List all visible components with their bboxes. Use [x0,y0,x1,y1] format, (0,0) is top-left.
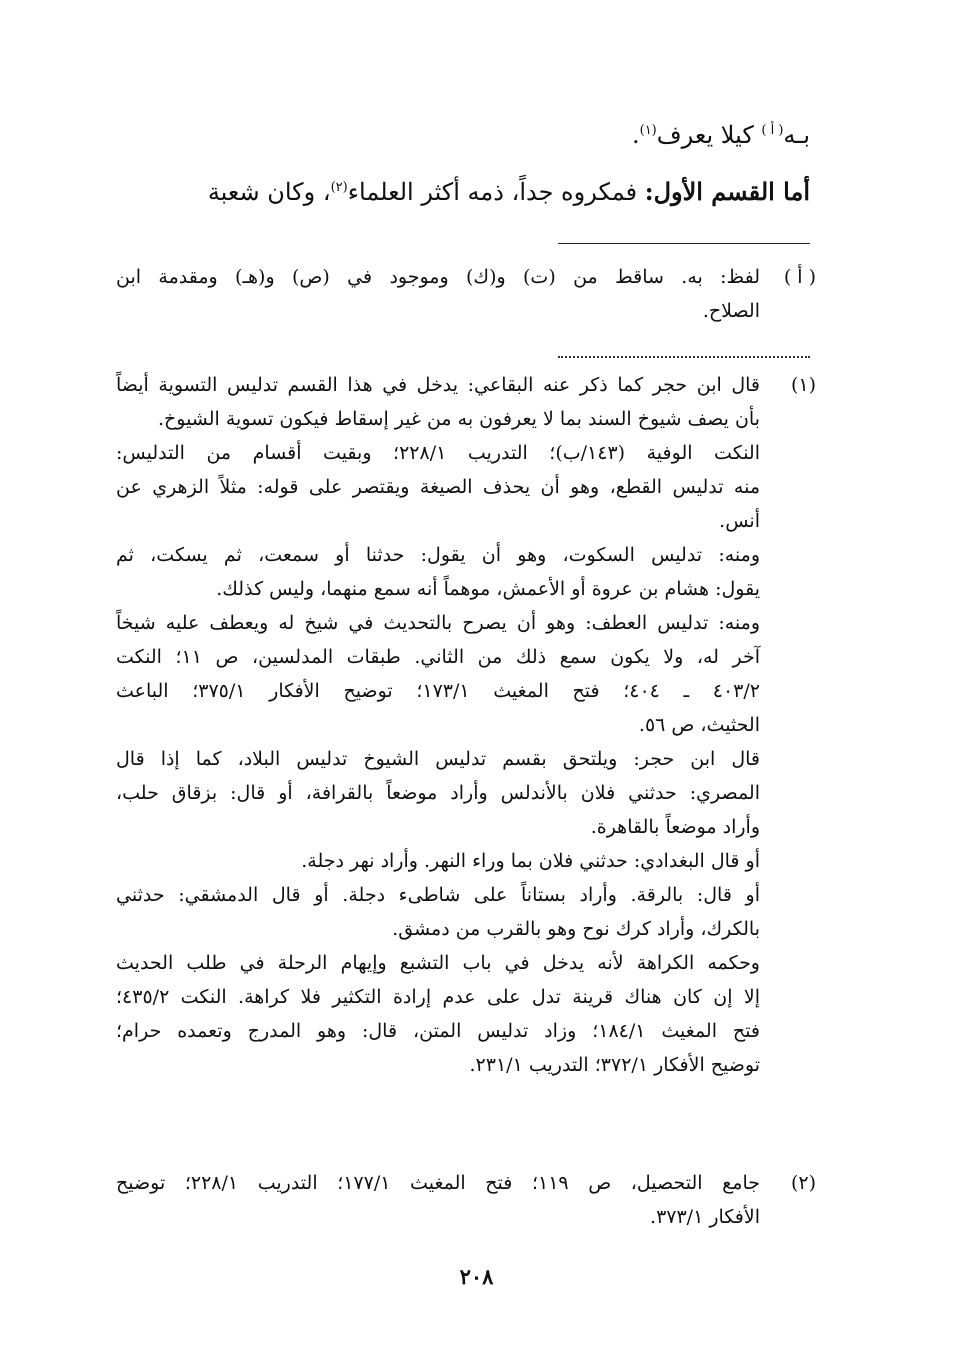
footnote-marker: (١) [790,374,816,396]
footnote-line: ومنه: تدليس العطف: وهو أن يصرح بالتحديث في شيخ له ويعطف عليه شيخاً [116,612,760,634]
footnote-line: ومنه: تدليس السكوت، وهو أن يقول: حدثنا أو سمعت، ثم يسكت، ثم [116,544,760,566]
body-text: . [631,121,640,149]
footnote-line: إلا إن كان هناك قرينة تدل على عدم إرادة التكثير فلا كراهة. النكت ٤٣٥/٢؛ [116,986,760,1008]
footnote-marker: ( أ ) [783,266,816,288]
footnote-line: يقول: هشام بن عروة أو الأعمش، موهماً أنه سمع منهما، وليس كذلك. [216,578,760,600]
footnote-separator [558,243,810,244]
footnote-line: جامع التحصيل، ص ١١٩؛ فتح المغيث ١٧٧/١؛ التدريب ٢٢٨/١؛ توضيح [116,1172,760,1194]
footnote-line: قال ابن حجر كما ذكر عنه البقاعي: يدخل في هذا القسم تدليس التسوية أيضاً [116,374,760,396]
footnote-line: الحثيث، ص ٥٦. [638,714,760,736]
page-number: ٢٠٨ [459,1264,494,1289]
body-text: بـه [783,121,810,149]
footnote-line: بالكرك، وأراد كرك نوح وهو بالقرب من دمشق. [392,918,760,940]
body-text: كيلا يعرف [656,121,754,149]
body-text: ، وكان شعبة [207,178,331,206]
footnote-line: الأفكار ٣٧٣/١. [650,1206,760,1228]
footnote-line: الصلاح. [702,300,760,322]
body-line-2 [110,178,810,207]
footnote-line: قال ابن حجر: ويلتحق بقسم تدليس الشيوخ تدليس البلاد، كما إذا قال [116,748,760,770]
footnote-line: آخر له، ولا يكون سمع ذلك من الثاني. طبقات المدلسين، ص ١١؛ النكت [116,646,761,668]
footnote-ref-2: (٢) [330,180,348,195]
footnote-line: أو قال: بالرقة. وأراد بستاناً على شاطىء دجلة. أو قال الدمشقي: حدثني [116,884,760,906]
footnote-line: المصري: حدثني فلان بالأندلس وأراد موضعاً بالقرافة، أو قال: بزقاق حلب، [116,782,760,804]
body-text: فمكروه جداً، ذمه أكثر العلماء [347,178,638,206]
footnote-line: ٤٠٣/٢ ـ ٤٠٤؛ فتح المغيث ١٧٣/١؛ توضيح الأفكار ٣٧٥/١؛ الباعث [116,680,760,702]
footnote-marker: (٢) [790,1172,816,1194]
footnote-line: منه تدليس القطع، وهو أن يحذف الصيغة ويقتصر على قوله: مثلاً الزهري عن [116,476,760,498]
section-heading: أما القسم الأول: [644,177,810,206]
footnote-line: لفظ: به. ساقط من (ت) و(ك) وموجود في (ص) و(هـ) ومقدمة ابن [116,266,760,288]
footnote-line: بأن يصف شيوخ السند بما لا يعرفون به من غير إسقاط فيكون تسوية الشيوخ. [157,408,760,430]
footnote-line: أو قال البغدادي: حدثني فلان بما وراء النهر. وأراد نهر دجلة. [301,850,760,872]
footnote-line: أنس. [719,510,760,532]
dotted-separator [558,356,810,358]
footnote-ref-1: (١) [639,123,657,138]
footnote-line: وحكمه الكراهة لأنه يدخل في باب التشبع وإيهام الرحلة في طلب الحديث [116,952,760,974]
variant-ref-a: ( أ ) [761,123,784,138]
footnote-line: توضيح الأفكار ٣٧٢/١؛ التدريب ٢٣١/١. [469,1054,760,1076]
footnote-line: وأراد موضعاً بالقاهرة. [590,816,760,838]
body-line-1 [110,121,810,150]
footnote-line: النكت الوفية (١٤٣/ب)؛ التدريب ٢٢٨/١؛ وبقيت أقسام من التدليس: [116,442,760,464]
footnote-line: فتح المغيث ١٨٤/١؛ وزاد تدليس المتن، قال: وهو المدرج وتعمده حرام؛ [116,1020,760,1042]
